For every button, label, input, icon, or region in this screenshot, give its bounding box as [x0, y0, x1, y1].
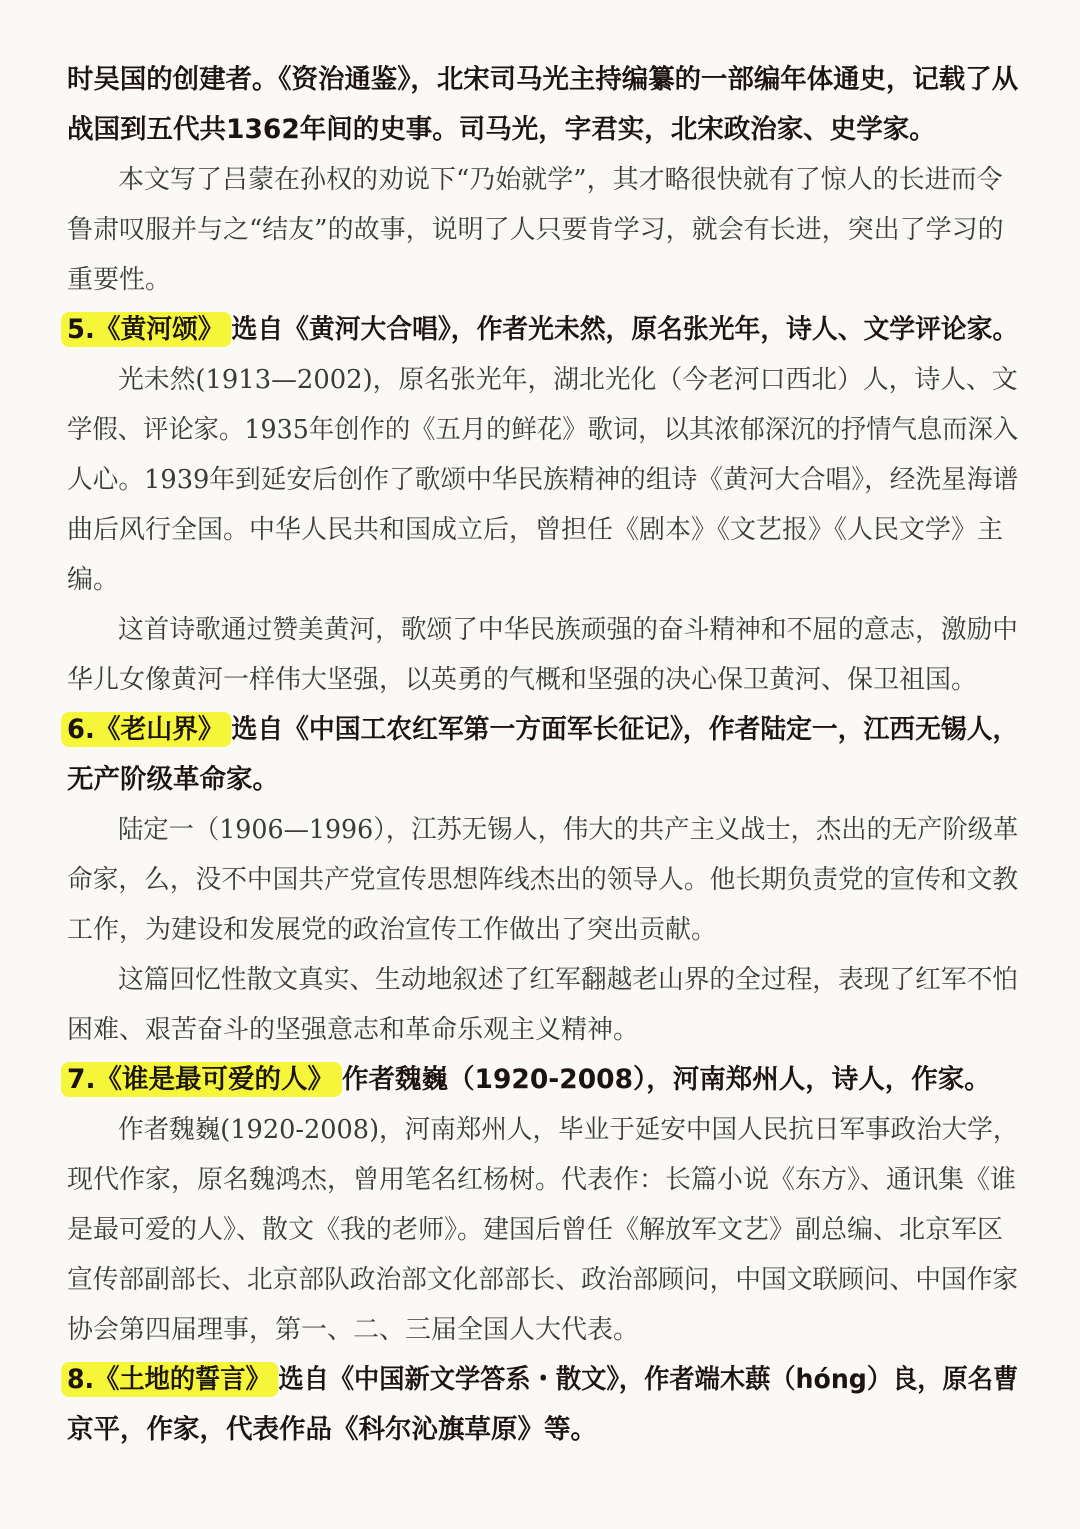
heading-text: 选自《中国工农红军第一方面军长征记》，作者陆定一，江西无锡人， — [231, 714, 1019, 745]
paragraph-line: 协会第四届理事，第一、二、三届全国人大代表。 — [67, 1315, 640, 1345]
paragraph-line: 是最可爱的人》、散文《我的老师》。建国后曾任《解放军文艺》副总编、北京军区 — [67, 1215, 1004, 1245]
paragraph-line: 陆定一（1906—1996），江苏无锡人，伟大的共产主义战士，杰出的无产阶级革 — [118, 815, 1019, 845]
highlighted-title: 7.《谁是最可爱的人》 — [61, 1062, 342, 1097]
text-line: 无产阶级革命家。 — [67, 764, 279, 795]
paragraph-line: 鲁肃叹服并与之“结友”的故事，说明了人只要肯学习，就会有长进，突出了学习的 — [67, 215, 1004, 245]
paragraph-line: 人心。1939年到延安后创作了歌颂中华民族精神的组诗《黄河大合唱》，经洗星海谱 — [67, 465, 1019, 495]
paragraph-line: 这篇回忆性散文真实、生动地叙述了红军翻越老山界的全过程，表现了红军不怕 — [118, 965, 1019, 995]
paragraph-line: 困难、艰苦奋斗的坚强意志和革命乐观主义精神。 — [67, 1015, 640, 1045]
highlighted-title: 8.《土地的誓言》 — [61, 1362, 278, 1397]
paragraph-line: 作者魏巍(1920-2008)，河南郑州人，毕业于延安中国人民抗日军事政治大学， — [118, 1115, 1019, 1145]
text-line: 战国到五代共1362年间的史事。司马光，字君实，北宋政治家、史学家。 — [67, 114, 936, 145]
heading-text: 选自《中国新文学答系・散文》，作者端木蕻（hóng）良，原名曹 — [278, 1364, 1019, 1395]
text-line: 京平，作家，代表作品《科尔沁旗草原》等。 — [67, 1414, 597, 1445]
section-heading-7 — [67, 1062, 991, 1098]
paragraph-line: 现代作家，原名魏鸿杰，曾用笔名红杨树。代表作：长篇小说《东方》、通讯集《谁 — [67, 1165, 1017, 1195]
paragraph-line: 宣传部副部长、北京部队政治部文化部部长、政治部顾问，中国文联顾问、中国作家 — [67, 1265, 1019, 1295]
paragraph-line: 命家，么，没不中国共产党宣传思想阵线杰出的领导人。他长期负责党的宣传和文教 — [67, 865, 1019, 895]
section-heading-5 — [67, 312, 1018, 348]
paragraph-line: 工作，为建设和发展党的政治宣传工作做出了突出贡献。 — [67, 915, 718, 945]
heading-text: 选自《黄河大合唱》，作者光未然，原名张光年，诗人、文学评论家。 — [231, 314, 1019, 345]
paragraph-line: 编。 — [67, 565, 120, 595]
paragraph-line: 重要性。 — [67, 265, 172, 295]
section-heading-6 — [67, 712, 1018, 748]
section-heading-8 — [67, 1362, 1018, 1398]
paragraph-line: 华儿女像黄河一样伟大坚强，以英勇的气概和坚强的决心保卫黄河、保卫祖国。 — [67, 665, 978, 695]
highlighted-title: 6.《老山界》 — [61, 712, 231, 747]
paragraph-line: 本文写了吕蒙在孙权的劝说下“乃始就学”，其才略很快就有了惊人的长进而令 — [118, 165, 1003, 195]
heading-text: 作者魏巍（1920-2008），河南郑州人，诗人，作家。 — [342, 1064, 991, 1095]
paragraph-line: 这首诗歌通过赞美黄河，歌颂了中华民族顽强的奋斗精神和不屈的意志，激励中 — [118, 615, 1019, 645]
paragraph-line: 曲后风行全国。中华人民共和国成立后，曾担任《剧本》《文艺报》《人民文学》主 — [67, 515, 1004, 545]
text-line: 时吴国的创建者。《资治通鉴》，北宋司马光主持编纂的一部编年体通史，记载了从 — [67, 64, 1019, 95]
paragraph-line: 学假、评论家。1935年创作的《五月的鲜花》歌词，以其浓郁深沉的抒情气息而深入 — [67, 415, 1019, 445]
paragraph-line: 光未然(1913—2002)，原名张光年，湖北光化（今老河口西北）人，诗人、文 — [118, 365, 1018, 395]
highlighted-title: 5.《黄河颂》 — [61, 312, 231, 347]
